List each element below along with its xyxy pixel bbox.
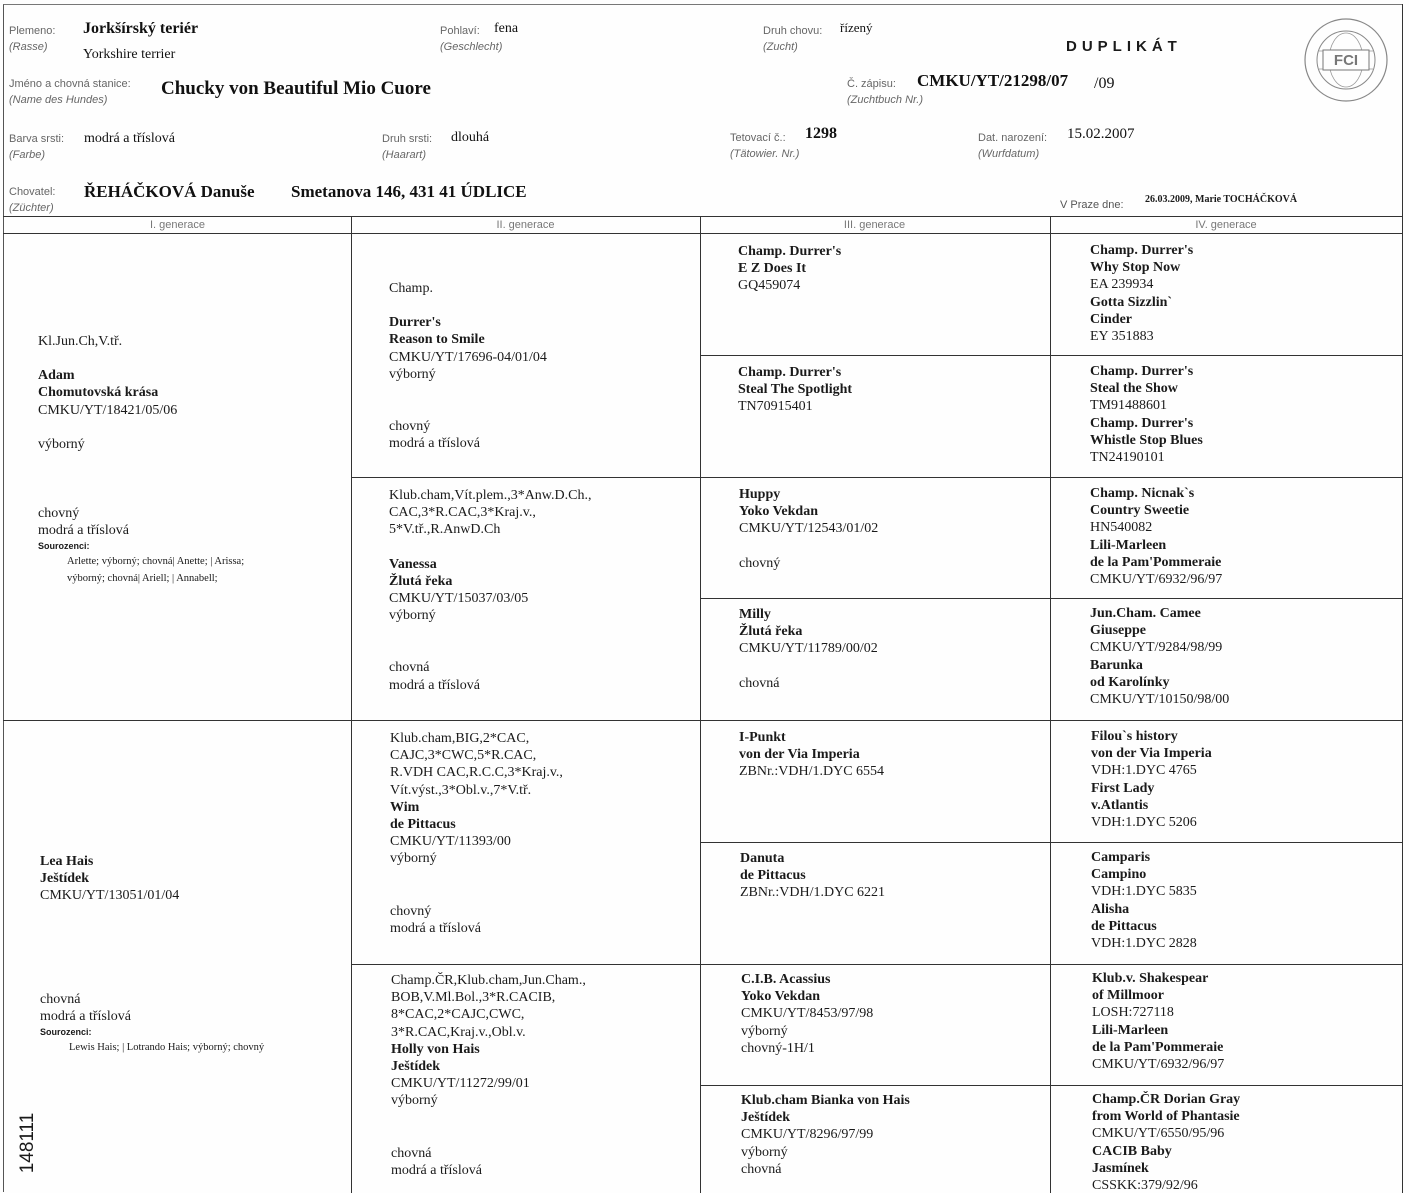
gen3-cell-7: C.I.B. Acassius Yoko Vekdan CMKU/YT/8453/97/98 výborný chovný-1H/1 bbox=[741, 972, 874, 1056]
gen4-cell-3: Champ. Nicnak`s Country Sweetie HN540082 Lili-Marleen de la Pam'Pommeraie CMKU/YT/6932/96/97 bbox=[1090, 486, 1223, 588]
gen4-cell-1: Champ. Durrer's Why Stop Now EA 239934 Gotta Sizzlin` Cinder EY 351883 bbox=[1090, 243, 1194, 345]
grid-line bbox=[351, 216, 352, 1193]
grid-line bbox=[700, 216, 701, 1193]
breed-en: Yorkshire terrier bbox=[83, 47, 176, 62]
tetovaci-label: Tetovací č.: (Tätowier. Nr.) bbox=[730, 132, 800, 160]
breeder-name: ŘEHÁČKOVÁ Danuše bbox=[84, 182, 255, 201]
zapis-label: Č. zápisu: (Zuchtbuch Nr.) bbox=[847, 78, 924, 106]
tattoo-value: 1298 bbox=[805, 125, 837, 142]
druh-chovu-label: Druh chovu: (Zucht) bbox=[763, 25, 823, 53]
grid-line bbox=[351, 477, 1402, 478]
dog-name: Chucky von Beautiful Mio Cuore bbox=[161, 78, 431, 99]
gen1-dam: Lea Hais Ještídek CMKU/YT/13051/01/04 chovná modrá a tříslová Sourozenci: Lewis Hais; | Lotrando Hais; výborný; chovný bbox=[40, 854, 265, 1054]
gen3-cell-6: Danuta de Pittacus ZBNr.:VDH/1.DYC 6221 bbox=[740, 851, 886, 901]
breeding-type-value: řízený bbox=[840, 20, 873, 35]
grid-line bbox=[700, 355, 1402, 356]
breed-cz: Jorkšírský teriér bbox=[83, 20, 199, 37]
grid-line bbox=[351, 964, 1402, 965]
gen4-cell-4: Jun.Cham. Camee Giuseppe CMKU/YT/9284/98/99 Barunka od Karolínky CMKU/YT/10150/98/00 bbox=[1090, 606, 1230, 708]
gen4-cell-2: Champ. Durrer's Steal the Show TM91488601 Champ. Durrer's Whistle Stop Blues TN24190101 bbox=[1090, 364, 1203, 466]
gen4-cell-6: Camparis Campino VDH:1.DYC 5835 Alisha de Pittacus VDH:1.DYC 2828 bbox=[1091, 850, 1197, 952]
plemeno-label: Plemeno: (Rasse) bbox=[9, 25, 56, 53]
gen-heading-3: III. generace bbox=[843, 219, 906, 231]
sex-value: fena bbox=[494, 21, 519, 36]
registration-number: CMKU/YT/21298/07 bbox=[917, 71, 1069, 90]
gen-heading-1: I. generace bbox=[149, 219, 206, 231]
coat-type-value: dlouhá bbox=[451, 130, 490, 145]
gen4-cell-5: Filou`s history von der Via Imperia VDH:1.DYC 4765 First Lady v.Atlantis VDH:1.DYC 5206 bbox=[1091, 729, 1212, 831]
grid-line bbox=[700, 842, 1402, 843]
druh-srsti-label: Druh srsti: (Haarart) bbox=[382, 133, 433, 161]
grid-line bbox=[3, 233, 1402, 234]
gen-heading-2: II. generace bbox=[496, 219, 555, 231]
breeder-address: Smetanova 146, 431 41 ÚDLICE bbox=[291, 182, 527, 201]
gen2-dam-of-sire: Klub.cham,Vít.plem.,3*Anw.D.Ch., CAC,3*R.CAC,3*Kraj.v., 5*V.tř.,R.AnwD.Ch Vanessa Žlutá řeka CMKU/YT/15037/03/05 výborný chovná modrá a tříslová bbox=[389, 488, 592, 693]
fci-logo bbox=[1303, 17, 1389, 103]
gen3-cell-8: Klub.cham Bianka von Hais Ještídek CMKU/YT/8296/97/99 výborný chovná bbox=[741, 1093, 910, 1177]
gen3-cell-3: Huppy Yoko Vekdan CMKU/YT/12543/01/02 chovný bbox=[739, 487, 879, 571]
grid-line bbox=[1402, 4, 1403, 1193]
grid-line bbox=[1050, 216, 1051, 1193]
barva-label: Barva srsti: (Farbe) bbox=[9, 133, 65, 161]
duplikat-stamp: DUPLIKÁT bbox=[1066, 38, 1182, 55]
gen4-cell-7: Klub.v. Shakespear of Millmoor LOSH:727118 Lili-Marleen de la Pam'Pommeraie CMKU/YT/6932/96/97 bbox=[1092, 971, 1225, 1073]
gen3-cell-1: Champ. Durrer's E Z Does It GQ459074 bbox=[738, 244, 842, 294]
gen2-dam-of-dam: Champ.ČR,Klub.cham,Jun.Cham., BOB,V.Ml.Bol.,3*R.CACIB, 8*CAC,2*CAJC,CWC, 3*R.CAC,Kraj.v.,Obl.v. Holly von Hais Ještídek CMKU/YT/11272/99/01 výborný chovná modrá a tříslová bbox=[391, 973, 586, 1178]
narozeni-label: Dat. narození: (Wurfdatum) bbox=[978, 132, 1048, 160]
svg-text:FCI: FCI bbox=[1333, 52, 1359, 69]
gen2-sire-of-dam: Klub.cham,BIG,2*CAC, CAJC,3*CWC,5*R.CAC, R.VDH CAC,R.C.C,3*Kraj.v., Vít.výst.,3*Obl.v.,7*V.tř. Wim de Pittacus CMKU/YT/11393/00 výborný chovný modrá a tříslová bbox=[390, 731, 563, 936]
chovatel-label: Chovatel: (Züchter) bbox=[9, 186, 56, 214]
gen1-sire: Kl.Jun.Ch,V.tř. Adam Chomutovská krása CMKU/YT/18421/05/06 výborný chovný modrá a tříslová Sourozenci: Arlette; výborný; chovná| Anette; | Arissa; výborný; chovná| Ariell; | Annabell; bbox=[38, 334, 245, 585]
gen3-cell-2: Champ. Durrer's Steal The Spotlight TN70915401 bbox=[738, 365, 853, 415]
grid-line bbox=[3, 216, 1402, 217]
gen3-cell-5: I-Punkt von der Via Imperia ZBNr.:VDH/1.DYC 6554 bbox=[739, 730, 885, 780]
praha-label: V Praze dne: bbox=[1060, 199, 1124, 211]
gen2-sire: Champ. Durrer's Reason to Smile CMKU/YT/17696-04/01/04 výborný chovný modrá a tříslová bbox=[389, 281, 547, 452]
gen3-cell-4: Milly Žlutá řeka CMKU/YT/11789/00/02 chovná bbox=[739, 607, 878, 691]
registration-id-vertical: 148111 bbox=[17, 1112, 38, 1174]
pohlavi-label: Pohlaví: (Geschlecht) bbox=[440, 25, 503, 53]
praha-signature: 26.03.2009, Marie TOCHÁČKOVÁ bbox=[1145, 194, 1298, 205]
jmeno-label: Jméno a chovná stanice: (Name des Hundes) bbox=[9, 78, 131, 106]
gen-heading-4: IV. generace bbox=[1195, 219, 1257, 231]
birth-date-value: 15.02.2007 bbox=[1067, 126, 1135, 142]
color-value: modrá a tříslová bbox=[84, 131, 175, 146]
gen4-cell-8: Champ.ČR Dorian Gray from World of Phantasie CMKU/YT/6550/95/96 CACIB Baby Jasmínek CSSKK:379/92/96 bbox=[1092, 1092, 1241, 1193]
grid-line bbox=[700, 598, 1402, 599]
registration-suffix: /09 bbox=[1094, 75, 1115, 92]
grid-line bbox=[3, 720, 1402, 721]
grid-line bbox=[700, 1085, 1402, 1086]
